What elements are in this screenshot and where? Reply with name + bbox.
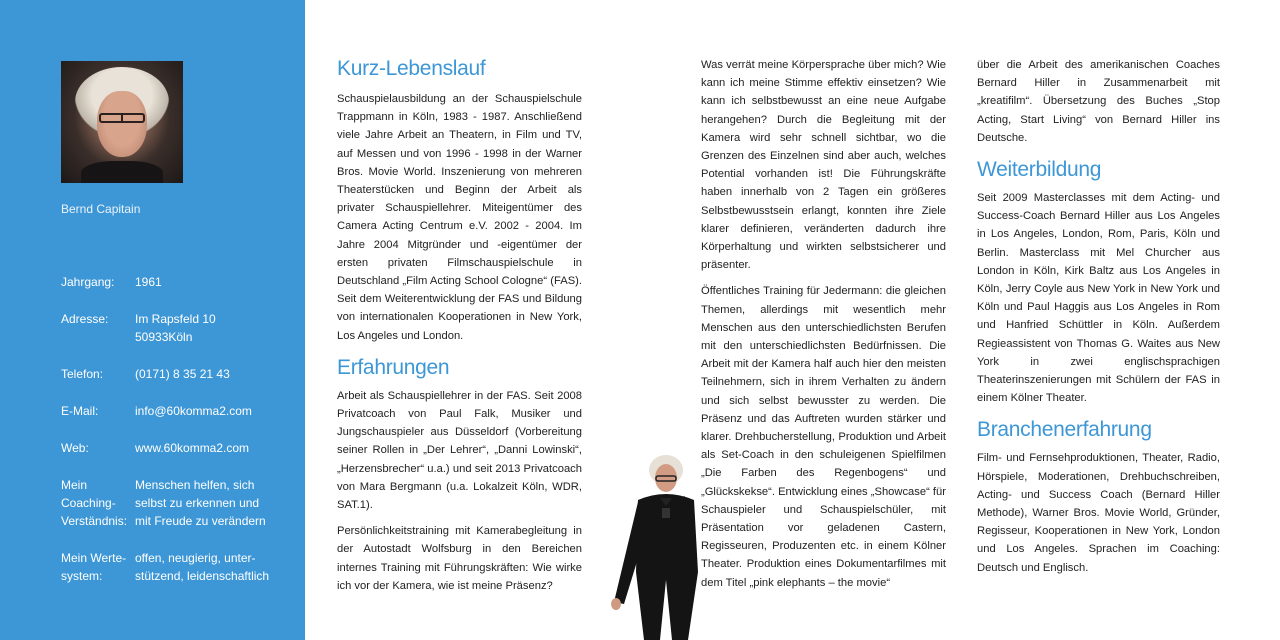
paragraph: Film- und Fernsehproduktionen, Theater, Radio, Hörspiele, Moderationen, Drehbuchschreiben, Acting- und Success Coach (Bernard Hiller Methode), Warner Bros. Movie World, Gründer, Regisseur, Kooperationen in New York, London und Los Angeles. Sprachen im Coaching: Deutsch und Englisch. bbox=[977, 452, 1220, 574]
paragraph: Öffentliches Training für Jedermann: die gleichen Themen, allerdings mit wesentlich mehr Menschen aus den unterschiedlichsten Berufen mit den unterschiedlichsten Bedürfnissen. Die Arbeit mit der Kamera half auch hier den meisten Teilnehmern, sich in ihrem Verhalten zu ändern und sich selbst bewusster zu werden. Die Präsenz und das Auftreten wurden stärker und klarer. Drehbucherstellung, Produktion und Arbeit als Set-Coach in den schuleigenen Spielfilmen „Die Farben des Regenbogens“ und „Glückskekse“. Entwicklung eines „Showcase“ für Schauspieler und Schauspielschüler, mit Präsentation vor geladenen Castern, Regisseuren, Produzenten etc. in einem Kölner Theater. Produktion eines Dokumentarfilmes mit dem Titel „pink elephants – the movie“ bbox=[701, 285, 946, 589]
info-row-email bbox=[61, 402, 291, 420]
paragraph: Arbeit als Schauspiellehrer in der FAS. Seit 2008 Privatcoach von Paul Falk, Musiker und Jungschauspieler aus Düsseldorf (Vorbereitung seiner Rollen in „Der Lehrer“, „Danni Lowinski“, „Herzensbrecher“ u.a.) und seit 2013 Privatcoach von Mara Bergmann (u.a. Lokalzeit Köln, WDR, SAT.1). bbox=[337, 389, 582, 512]
info-row-coaching bbox=[61, 476, 291, 530]
web-link[interactable]: www.60komma2.com bbox=[135, 441, 250, 455]
portrait-shirt bbox=[81, 161, 163, 183]
profile-sidebar bbox=[0, 0, 305, 640]
heading-erfahrungen: Erfahrungen bbox=[337, 355, 450, 379]
info-row-telefon bbox=[61, 365, 291, 383]
contact-info bbox=[61, 273, 291, 585]
info-label: Jahrgang: bbox=[61, 275, 115, 289]
paragraph: Seit 2009 Masterclasses mit dem Acting- und Success-Coach Bernard Hiller aus Los Angeles in Los Angeles, London, Rom, Paris, Köln und Berlin. Masterclass mit Mel Churcher aus London in Köln, Kirk Baltz aus Los Angeles in Köln, Jerry Coyle aus New York in New York und Köln und Paul Haggis aus Los Angeles in Rom und Hanfried Schüttler in Köln. Außerdem Regieassistent von Thomas G. Waites aus New York in zwei englischsprachigen Theaterinszenierungen mit Schülern der FAS in einem Kölner Theater. bbox=[977, 192, 1220, 405]
heading-kurz-lebenslauf: Kurz-Lebenslauf bbox=[337, 57, 486, 80]
paragraph: Schauspielausbildung an der Schauspielschule Trappmann in Köln, 1983 - 1987. Anschließend viele Jahre Arbeit an Theatern, in Film und TV, auf Messen und von 1996 - 1998 in der Warner Bros. Movie World. Inszenierung von mehreren Theaterstücken und Beginn der Arbeit als privater Schauspiellehrer. Miteigentümer des Camera Acting Centrum e.V. 2002 - 2004. Im Jahre 2004 Mitgründer und -eigentümer der ersten privaten Filmschauspielschule in Deutschland „Film Acting School Cologne“ (FAS). Seit dem Weiterentwicklung der FAS und Bildung von internationalen Kooperationen in New York, Los Angeles und London. bbox=[337, 93, 582, 342]
info-label: Mein Werte- system: bbox=[61, 551, 127, 583]
info-label: Mein Coaching- Verständnis: bbox=[61, 478, 128, 528]
paragraph: Persönlichkeitstraining mit Kamerabegleitung in der Autostadt Wolfsburg in den Bereichen internes Training mit Führungskräften: Wie wirke ich vor der Kamera, wie ist meine Präsenz? bbox=[337, 525, 582, 592]
paragraph: über die Arbeit des amerikanischen Coaches Bernard Hiller in Zusammenarbeit mit „kreatifilm“. Übersetzung des Buches „Stop Acting, Start Living“ von Bernard Hiller ins Deutsche. bbox=[977, 59, 1220, 144]
info-label: E-Mail: bbox=[61, 404, 99, 418]
portrait-face bbox=[97, 91, 147, 157]
info-label: Web: bbox=[61, 441, 89, 455]
portrait-photo bbox=[61, 61, 183, 183]
info-value: Im Rapsfeld 10 50933Köln bbox=[135, 312, 216, 344]
column-3 bbox=[977, 56, 1220, 577]
info-value: offen, neugierig, unter- stützend, leidenschaftlich bbox=[135, 551, 270, 583]
info-row-jahrgang bbox=[61, 273, 291, 291]
info-row-web bbox=[61, 439, 291, 457]
info-row-adresse bbox=[61, 310, 291, 346]
person-name: Bernd Capitain bbox=[61, 202, 141, 216]
paragraph: Was verrät meine Körpersprache über mich? Wie kann ich meine Stimme effektiv einsetzen? Wie kann ich selbstbewusst an eine neue Aufgabe herangehen? Durch die Begleitung mit der Kamera wird sehr schnell sichtbar, wo die Grenzen des Einzelnen sind aber auch, welches Potential vorhanden ist! Die Führungskräfte haben innerhalb von 2 Tagen ein größeres Selbstbewusstsein erlangt, konnten ihre Ziele klarer definieren, veränderten dadurch ihre Körperhaltung und wirkten selbstsicherer und präsenter. bbox=[701, 59, 946, 272]
column-1 bbox=[337, 56, 582, 595]
info-value: (0171) 8 35 21 43 bbox=[135, 367, 230, 381]
column-2 bbox=[701, 56, 946, 592]
info-value: Menschen helfen, sich selbst zu erkennen und mit Freude zu verändern bbox=[135, 478, 266, 528]
email-link[interactable]: info@60komma2.com bbox=[135, 404, 252, 418]
info-row-werte bbox=[61, 549, 291, 585]
info-value: 1961 bbox=[135, 275, 162, 289]
portrait-glasses bbox=[99, 113, 145, 123]
standing-man-figure bbox=[608, 452, 716, 640]
heading-branchenerfahrung: Branchenerfahrung bbox=[977, 418, 1152, 442]
info-label: Adresse: bbox=[61, 312, 109, 326]
info-label: Telefon: bbox=[61, 367, 104, 381]
heading-weiterbildung: Weiterbildung bbox=[977, 158, 1102, 182]
